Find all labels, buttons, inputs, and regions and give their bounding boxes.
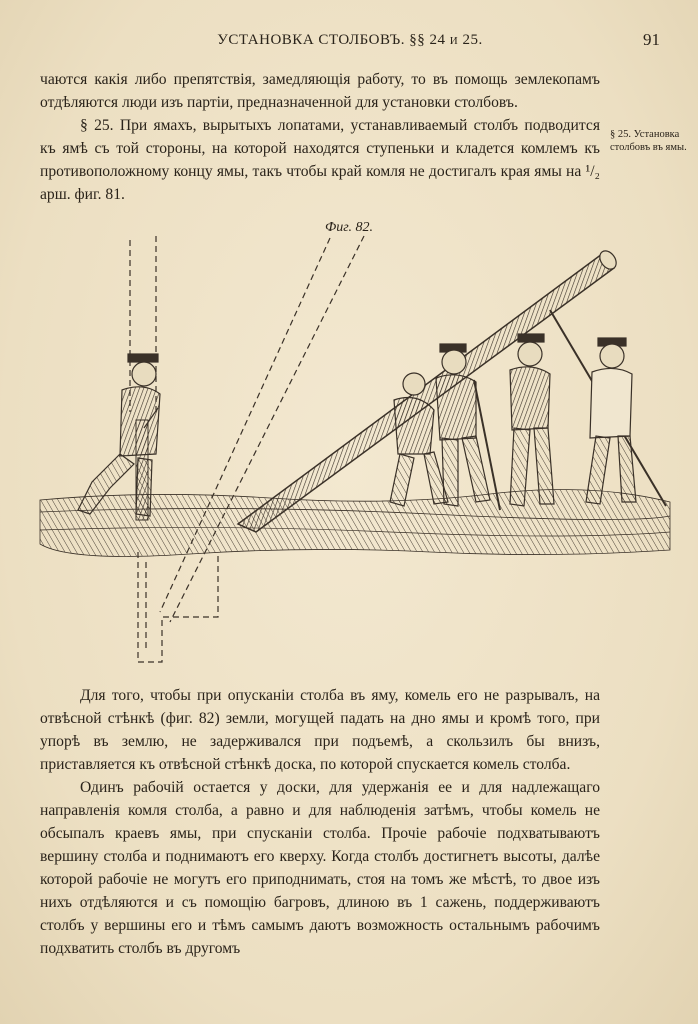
engraving-illustration: [30, 232, 680, 672]
paragraph-workers-lifting: Одинъ рабочій остается у доски, для удержанія ее и для надлежащаго направленія комля столба, а равно и для наблюденія затѣмъ, чтобы комель не обсыпалъ краевъ ямы, при спусканіи столба. Прочіе рабочіе подхватываютъ вершину столба и поднимаютъ его кверху. Когда столбъ достигнетъ высоты, далѣе которой рабочіе не могутъ его приподнимать, стоя на томъ же мѣстѣ, то двое изъ нихъ отдѣляются и съ помощію багровъ, длиною въ 1 сажень, поддерживаютъ столбъ у вершины его и тѣмъ самымъ даютъ возможность остальнымъ рабочимъ подхватить столбъ въ другомъ: [40, 779, 600, 957]
text-block-top: [40, 68, 600, 206]
paragraph-section-25: § 25. При ямахъ, вырытыхъ лопатами, устанавливаемый столбъ подводится къ ямѣ съ той стороны, на которой находятся ступеньки и кладется комлемъ къ противоположному концу ямы, такъ чтобы край комля не достигалъ края ямы на ¹/₂ арш. фиг. 81.: [40, 117, 600, 203]
worker-at-board: [78, 354, 160, 516]
running-title: УСТАНОВКА СТОЛБОВЪ. §§ 24 и 25.: [217, 32, 483, 48]
lifting-workers: [390, 334, 636, 506]
ground: [40, 490, 670, 557]
figure-caption: Фиг. 82.: [324, 220, 374, 235]
paragraph-board-explanation: Для того, чтобы при опусканіи столба въ яму, комель его не разрывалъ, на отвѣсной стѣнкѣ (фиг. 82) земли, могущей падать на дно ямы и кромѣ того, при упорѣ въ землю, не задерживался при подъемѣ, а скользилъ бы внизъ, приставляется къ отвѣсной стѣнкѣ доска, по которой спускается комель столба.: [40, 687, 600, 773]
margin-note: § 25. Установка столбовъ въ ямы.: [610, 129, 687, 153]
figure-82-illustration: [30, 232, 680, 672]
text-block-bottom: [40, 684, 600, 960]
page-number: 91: [643, 30, 660, 49]
guide-lines: [130, 236, 364, 622]
paragraph-continuation: чаются какія либо препятствія, замедляющія работу, то въ помощь землекопамъ отдѣляются люди изъ партіи, предназначенной для установки столбовъ.: [40, 71, 600, 111]
running-head: [40, 32, 660, 56]
